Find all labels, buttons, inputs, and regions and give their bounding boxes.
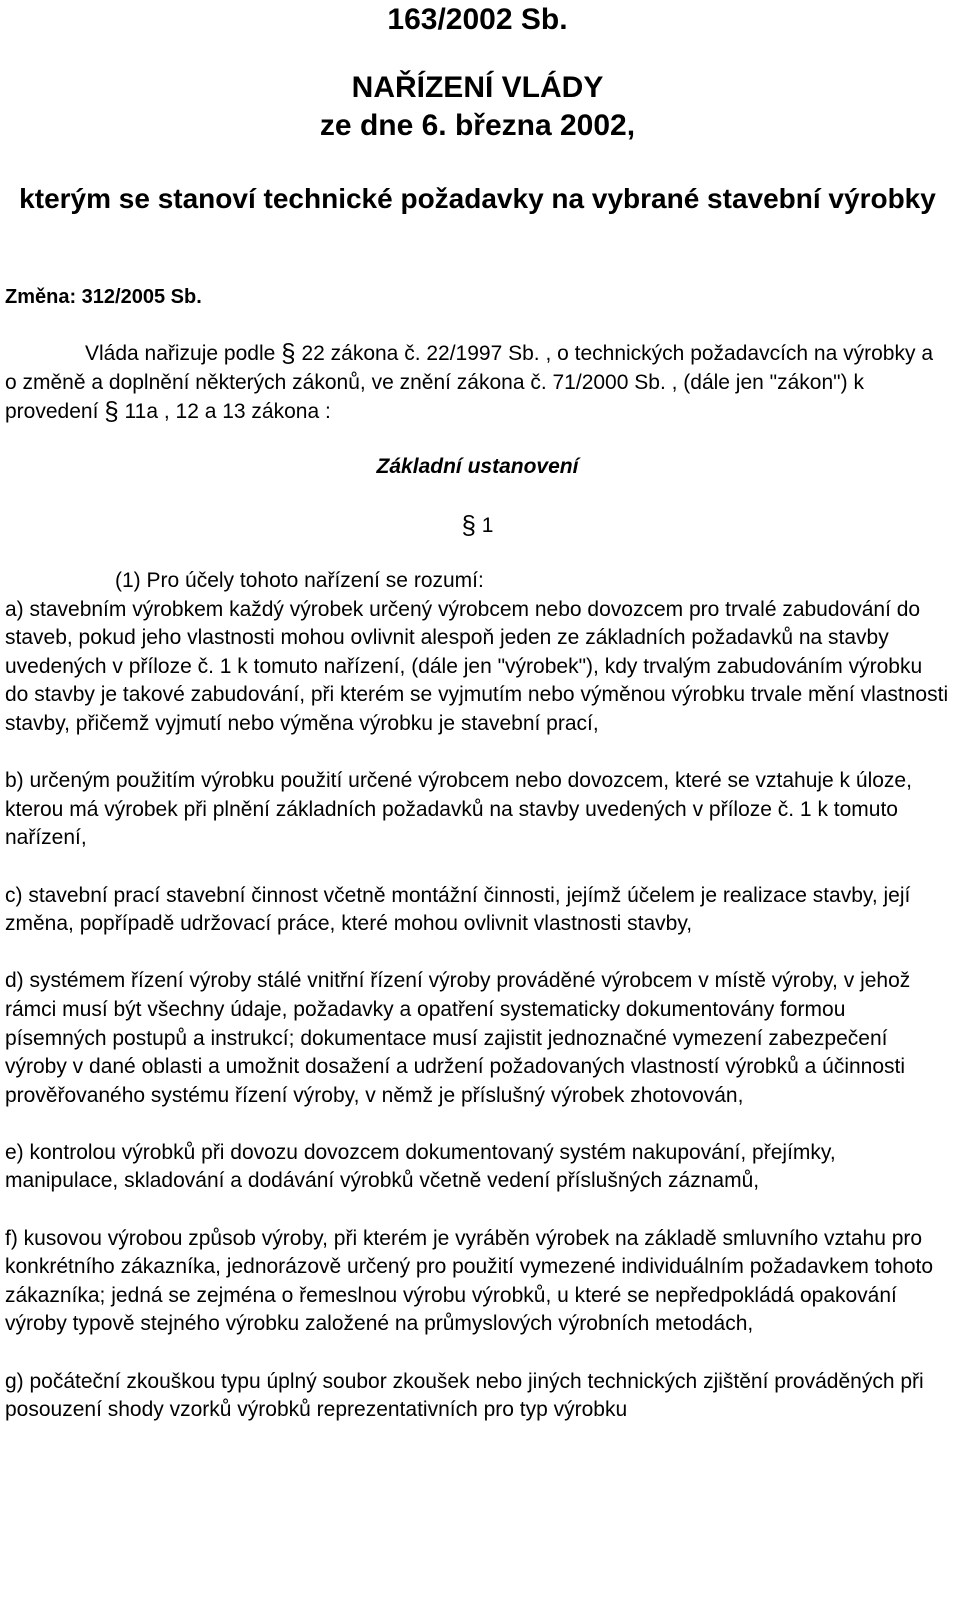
item-g: g) počáteční zkouškou typu úplný soubor zkoušek nebo jiných technických zjištění prováděných při posouzení shody vzorků výrobků reprezentativních pro typ výrobku xyxy=(5,1369,924,1422)
clause-intro xyxy=(5,567,950,596)
document-title: NAŘÍZENÍ VLÁDY xyxy=(351,71,604,104)
paragraph-body xyxy=(5,567,950,1453)
preamble xyxy=(5,339,950,426)
amendment-note: Změna: 312/2005 Sb. xyxy=(5,286,202,308)
preamble-text-3: 11a , 12 a 13 zákona : xyxy=(118,400,331,423)
item-a: a) stavebním výrobkem každý výrobek určený výrobcem nebo dovozcem pro trvalé zabudování do staveb, pokud jeho vlastnosti mohou ovlivnit alespoň jeden ze základních požadavků na stavby uvedených v příloze č. 1 k tomuto nařízení, (dále jen "výrobek"), kdy trvalým zabudováním výrobku do stavby je takové zabudování, při kterém se vyjmutím nebo výměnou výrobku trvale mění vlastnosti stavby, přičemž vyjmutí nebo výměna výrobku je stavební prací, xyxy=(5,597,949,735)
document-number: 163/2002 Sb. xyxy=(387,3,568,36)
item-f: f) kusovou výrobou způsob výroby, při kterém je vyráběn výrobek na základě smluvního vztahu pro konkrétního zákazníka, jednorázově určený pro použití vymezené individuálním požadavkem tohoto zákazníka; jedná se zejména o řemeslnou výrobu výrobků, u které se nepředpokládá opakování výroby typově stejného výrobku založené na průmyslových výrobních metodách, xyxy=(5,1226,934,1336)
item-e: e) kontrolou výrobků při dovozu dovozcem dokumentovaný systém nakupování, přejímky, manipulace, skladování a dodávání výrobků včetně vedení příslušných záznamů, xyxy=(5,1140,836,1193)
section-symbol-icon: § xyxy=(461,510,476,540)
preamble-text-1: Vláda nařizuje podle xyxy=(85,342,282,365)
document-subject: kterým se stanoví technické požadavky na vybrané stavební výrobky xyxy=(19,183,936,214)
paragraph-number xyxy=(5,510,950,541)
section-heading: Základní ustanovení xyxy=(376,455,579,478)
paragraph-number-text: 1 xyxy=(475,514,494,537)
preamble-text-2: 22 zákona č. 22/1997 Sb. , o technických požadavcích na výrobky a o změně a doplnění některých zákonů, ve znění zákona č. 71/2000 Sb. , (dále jen "zákon") k provedení xyxy=(5,342,933,423)
section-symbol-icon: § xyxy=(104,396,119,426)
document-date: ze dne 6. března 2002, xyxy=(319,109,636,142)
item-b: b) určeným použitím výrobku použití určené výrobcem nebo dovozcem, které se vztahuje k úloze, kterou má výrobek při plnění základních požadavků na stavby uvedených v příloze č. 1 k tomuto nařízení, xyxy=(5,769,912,850)
item-c: c) stavební prací stavební činnost včetně montážní činnosti, jejímž účelem je realizace stavby, její změna, popřípadě udržovací práce, které mohou ovlivnit vlastnosti stavby, xyxy=(5,883,911,936)
item-d: d) systémem řízení výroby stálé vnitřní řízení výroby prováděné výrobcem v místě výroby, v jehož rámci musí být všechny údaje, požadavky a opatření systematicky dokumentovány formou písemných postupů a instrukcí; dokumentace musí zajistit jednoznačné vymezení zabezpečení výroby v dané oblasti a umožnit dosažení a udržení požadovaných vlastností výrobků a účinnosti prověřovaného systému řízení výroby, v němž je příslušný výrobek zhotovován, xyxy=(5,969,911,1107)
clause-intro-text: (1) Pro účely tohoto nařízení se rozumí: xyxy=(115,569,484,592)
section-symbol-icon: § xyxy=(281,338,296,368)
